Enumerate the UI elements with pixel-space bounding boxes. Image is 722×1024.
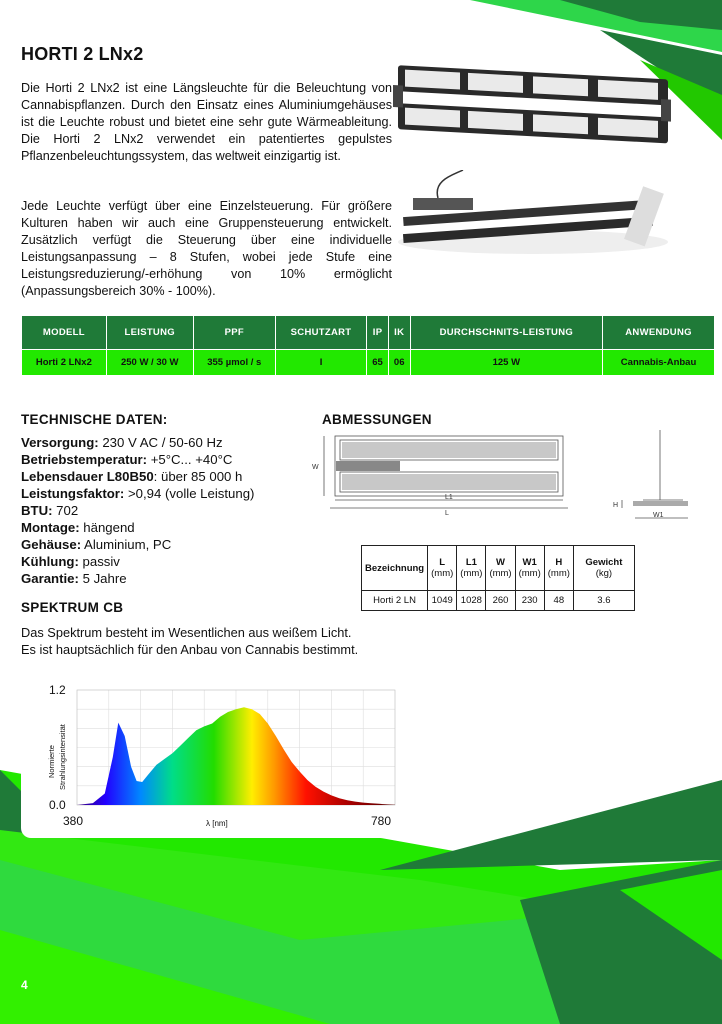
spec-table <box>21 315 715 376</box>
spec-header: LEISTUNG <box>106 316 193 350</box>
dimension-drawing <box>310 428 710 523</box>
spec-header: IK <box>388 316 410 350</box>
svg-text:W: W <box>312 464 319 471</box>
svg-text:H: H <box>613 502 619 509</box>
svg-text:L: L <box>445 510 449 517</box>
tech-item: Garantie: 5 Jahre <box>21 571 127 586</box>
spec-header: IP <box>367 316 389 350</box>
tech-item: Versorgung: 230 V AC / 50-60 Hz <box>21 435 223 450</box>
spec-cell: Cannabis-Anbau <box>603 350 715 376</box>
tech-item: Kühlung: passiv <box>21 554 120 569</box>
page-number: 4 <box>21 978 28 992</box>
product-image-side <box>393 170 673 265</box>
spectrum-chart <box>21 678 409 838</box>
spec-header: DURCHSCHNITS-LEISTUNG <box>410 316 603 350</box>
tech-item: Lebensdauer L80B50: über 85 000 h <box>21 469 243 484</box>
y-tick-label: 0.0 <box>49 798 66 812</box>
tech-item: Gehäuse: Aluminium, PC <box>21 537 172 552</box>
spectrum-chart-box <box>21 678 409 838</box>
dim-header: W1 (mm) <box>515 546 544 591</box>
dim-cell: Horti 2 LN <box>362 591 428 611</box>
dim-header: W (mm) <box>486 546 515 591</box>
spectrum-area <box>77 707 395 805</box>
table-row <box>22 350 715 376</box>
spectrum-text: Das Spektrum besteht im Wesentlichen aus weißem Licht. Es ist hauptsächlich für den Anbau von Cannabis bestimmt. <box>21 625 359 657</box>
x-tick-label: 380 <box>63 814 84 828</box>
product-image-top <box>393 55 673 155</box>
dim-cell: 1028 <box>457 591 486 611</box>
dim-header: Gewicht (kg) <box>573 546 634 591</box>
dim-cell: 1049 <box>428 591 457 611</box>
spec-cell: 06 <box>388 350 410 376</box>
spec-header: ANWENDUNG <box>603 316 715 350</box>
spec-cell: 250 W / 30 W <box>106 350 193 376</box>
intro-paragraph-2: Jede Leuchte verfügt über eine Einzelsteuerung. Für größere Kulturen haben wir auch eine Gruppensteuerung entwickelt. Zusätzlich verfügt die Steuerung über eine individuelle Leistungsanpassung – 8 Stufen, wobei jede Stufe eine Leistungsreduzierung/-erhöhung von 10% ermöglicht (Anpassungsbereich 30% - 100%). <box>21 199 392 298</box>
x-tick-label: 780 <box>371 814 392 828</box>
tech-list <box>21 434 254 587</box>
dimensions-table <box>361 545 635 611</box>
spec-cell: I <box>275 350 366 376</box>
spec-cell: 65 <box>367 350 389 376</box>
spec-cell: 355 µmol / s <box>193 350 275 376</box>
spec-header: SCHUTZART <box>275 316 366 350</box>
spec-cell: 125 W <box>410 350 603 376</box>
dim-cell: 230 <box>515 591 544 611</box>
tech-item: Leistungsfaktor: >0,94 (volle Leistung) <box>21 486 255 501</box>
svg-text:W1: W1 <box>653 512 664 519</box>
dim-header: L (mm) <box>428 546 457 591</box>
spec-header: PPF <box>193 316 275 350</box>
spec-header: MODELL <box>22 316 107 350</box>
dim-header: H (mm) <box>544 546 573 591</box>
intro-paragraph-1: Die Horti 2 LNx2 ist eine Längsleuchte für die Beleuchtung von Cannabispflanzen. Durch den Einsatz eines Aluminiumgehäuses ist die Leuchte robust und bietet eine sehr gute Wärmeableitung. Die Horti 2 LNx2 verwendet ein patentiertes gepulstes Pflanzenbeleuchtungssystem, das weltweit einzigartig ist. <box>21 81 392 163</box>
dimensions-heading: ABMESSUNGEN <box>322 412 432 427</box>
spec-cell: Horti 2 LNx2 <box>22 350 107 376</box>
spectrum-heading: SPEKTRUM CB <box>21 600 124 615</box>
y-axis-label: Normierte <box>47 745 56 778</box>
y-axis-label: Strahlungsintensität <box>58 724 67 790</box>
tech-heading: TECHNISCHE DATEN: <box>21 412 168 427</box>
svg-text:L1: L1 <box>445 494 453 501</box>
tech-item: BTU: 702 <box>21 503 79 518</box>
dim-header: L1 (mm) <box>457 546 486 591</box>
x-axis-label: λ [nm] <box>206 819 228 828</box>
tech-item: Montage: hängend <box>21 520 135 535</box>
dim-header: Bezeichnung <box>362 546 428 591</box>
dim-cell: 3.6 <box>573 591 634 611</box>
dim-cell: 48 <box>544 591 573 611</box>
y-tick-label: 1.2 <box>49 683 66 697</box>
dim-cell: 260 <box>486 591 515 611</box>
page-title: HORTI 2 LNx2 <box>21 44 144 64</box>
table-row <box>362 591 635 611</box>
tech-item: Betriebstemperatur: +5°C... +40°C <box>21 452 233 467</box>
